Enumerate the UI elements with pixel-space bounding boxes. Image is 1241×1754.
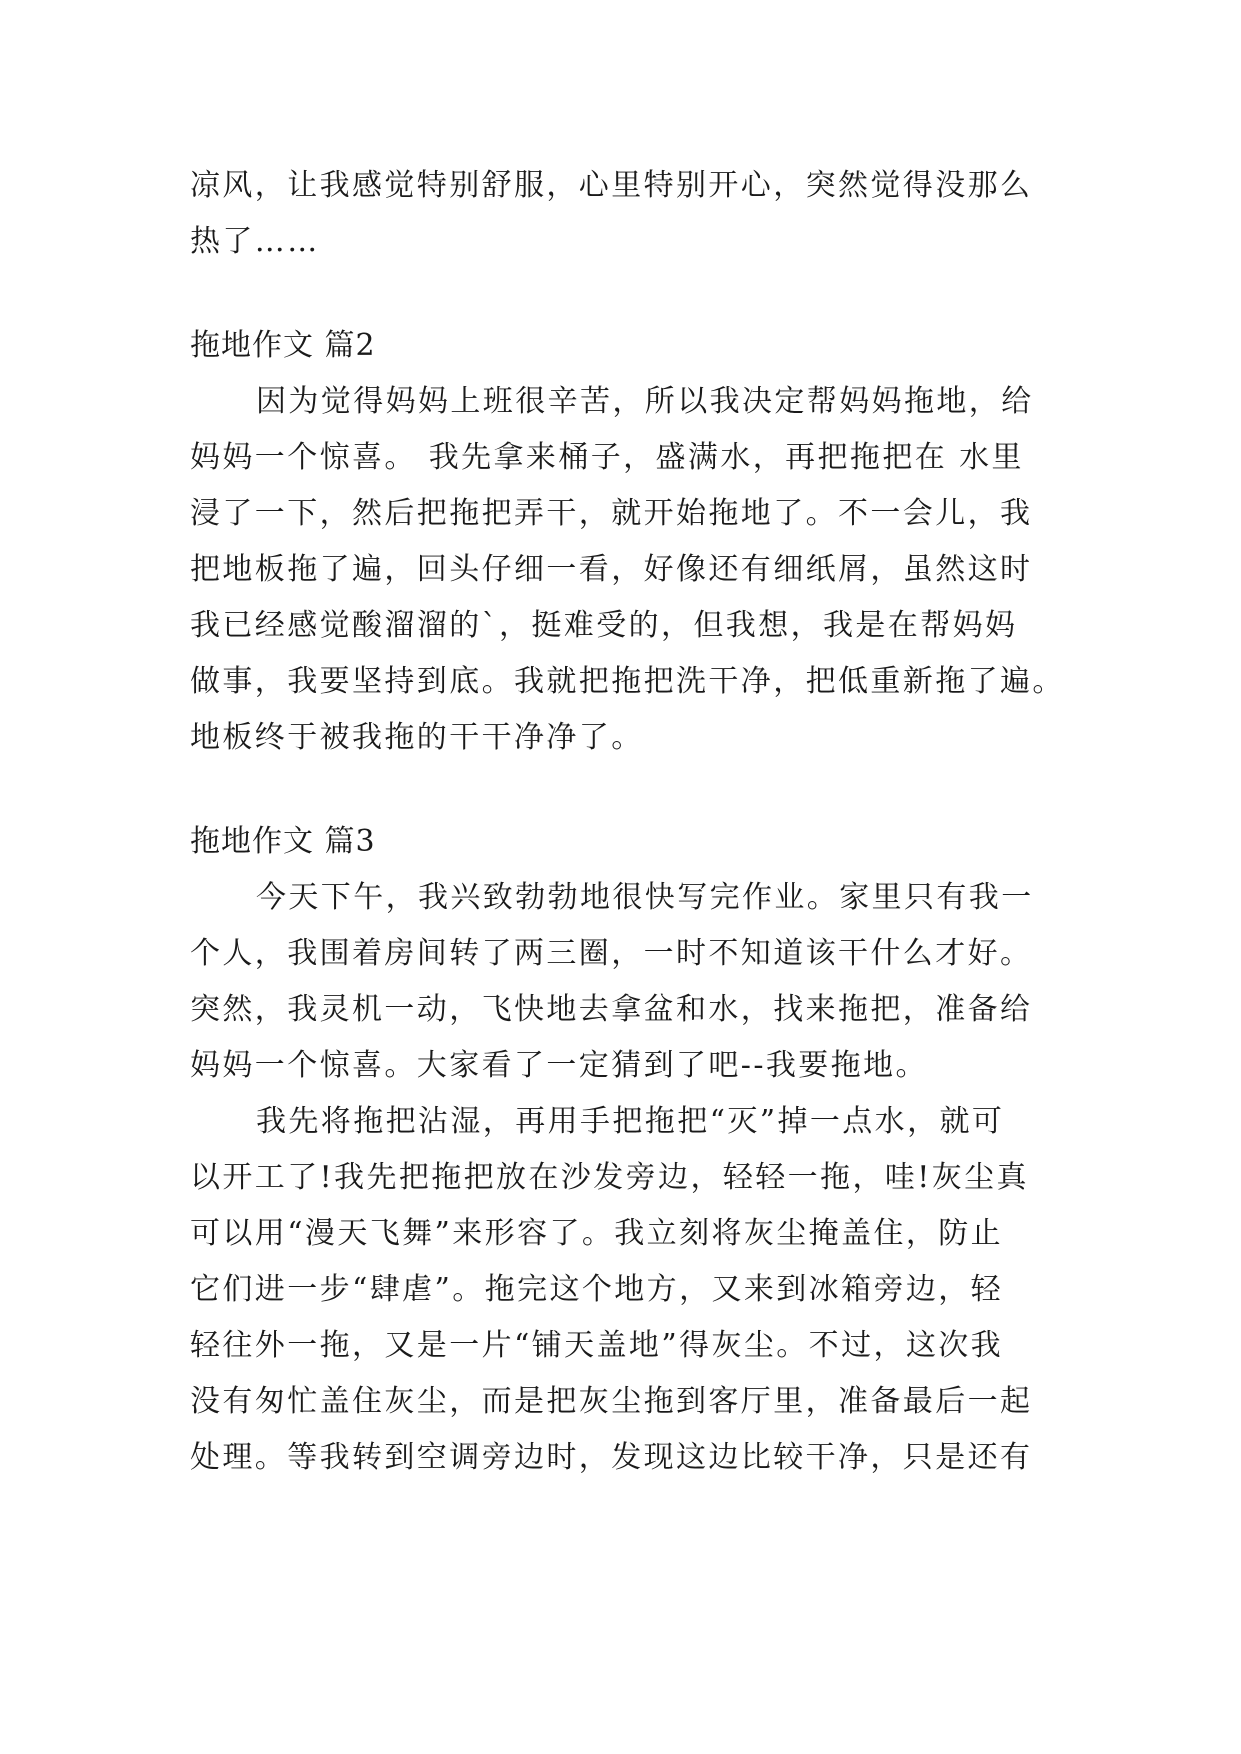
text-line: 它们进一步“肆虐”。拖完这个地方，又来到冰箱旁边，轻 <box>190 1272 1004 1307</box>
text-line: 以开工了!我先把拖把放在沙发旁边，轻轻一拖，哇!灰尘真 <box>190 1160 1029 1195</box>
text-line: 浸了一下，然后把拖把弄干，就开始拖地了。不一会儿，我 <box>190 496 1033 531</box>
essay-3-paragraph-1 <box>190 870 1070 1094</box>
text-line: 我已经感觉酸溜溜的`，挺难受的，但我想，我是在帮妈妈 <box>190 608 1018 643</box>
text-line: 凉风，让我感觉特别舒服，心里特别开心，突然觉得没那么 <box>190 168 1033 203</box>
text-line: 因为觉得妈妈上班很辛苦，所以我决定帮妈妈拖地，给 <box>256 384 1034 419</box>
section-gap <box>190 270 1070 318</box>
essay-3-paragraph-2 <box>190 1094 1070 1486</box>
essay-2-section <box>190 318 1070 766</box>
text-line: 把地板拖了遍，回头仔细一看，好像还有细纸屑，虽然这时 <box>190 552 1033 587</box>
essay-3-heading: 拖地作文 篇3 <box>190 824 376 859</box>
essay-2-paragraph-1 <box>190 374 1070 766</box>
intro-paragraph <box>190 158 1070 270</box>
text-line: 我先将拖把沾湿，再用手把拖把“灭”掉一点水，就可 <box>256 1104 1005 1139</box>
text-line: 个人，我围着房间转了两三圈，一时不知道该干什么才好。 <box>190 936 1033 971</box>
document-page <box>190 158 1070 1486</box>
section-gap <box>190 766 1070 814</box>
text-line: 突然，我灵机一动，飞快地去拿盆和水，找来拖把，准备给 <box>190 992 1033 1027</box>
essay-3-section <box>190 814 1070 1486</box>
text-line: 可以用“漫天飞舞”来形容了。我立刻将灰尘掩盖住，防止 <box>190 1216 1004 1251</box>
text-line: 妈妈一个惊喜。 我先拿来桶子，盛满水，再把拖把在 水里 <box>190 440 1024 475</box>
text-line: 做事，我要坚持到底。我就把拖把洗干净，把低重新拖了遍。 <box>190 664 1065 699</box>
text-line: 热了…… <box>190 224 320 259</box>
text-line: 轻往外一拖，又是一片“铺天盖地”得灰尘。不过，这次我 <box>190 1328 1004 1363</box>
essay-2-heading: 拖地作文 篇2 <box>190 328 376 363</box>
text-line: 没有匆忙盖住灰尘，而是把灰尘拖到客厅里，准备最后一起 <box>190 1384 1033 1419</box>
text-line: 今天下午，我兴致勃勃地很快写完作业。家里只有我一 <box>256 880 1034 915</box>
text-line: 妈妈一个惊喜。大家看了一定猜到了吧--我要拖地。 <box>190 1048 928 1083</box>
text-line: 处理。等我转到空调旁边时，发现这边比较干净，只是还有 <box>190 1440 1033 1475</box>
text-line: 地板终于被我拖的干干净净了。 <box>190 720 644 755</box>
